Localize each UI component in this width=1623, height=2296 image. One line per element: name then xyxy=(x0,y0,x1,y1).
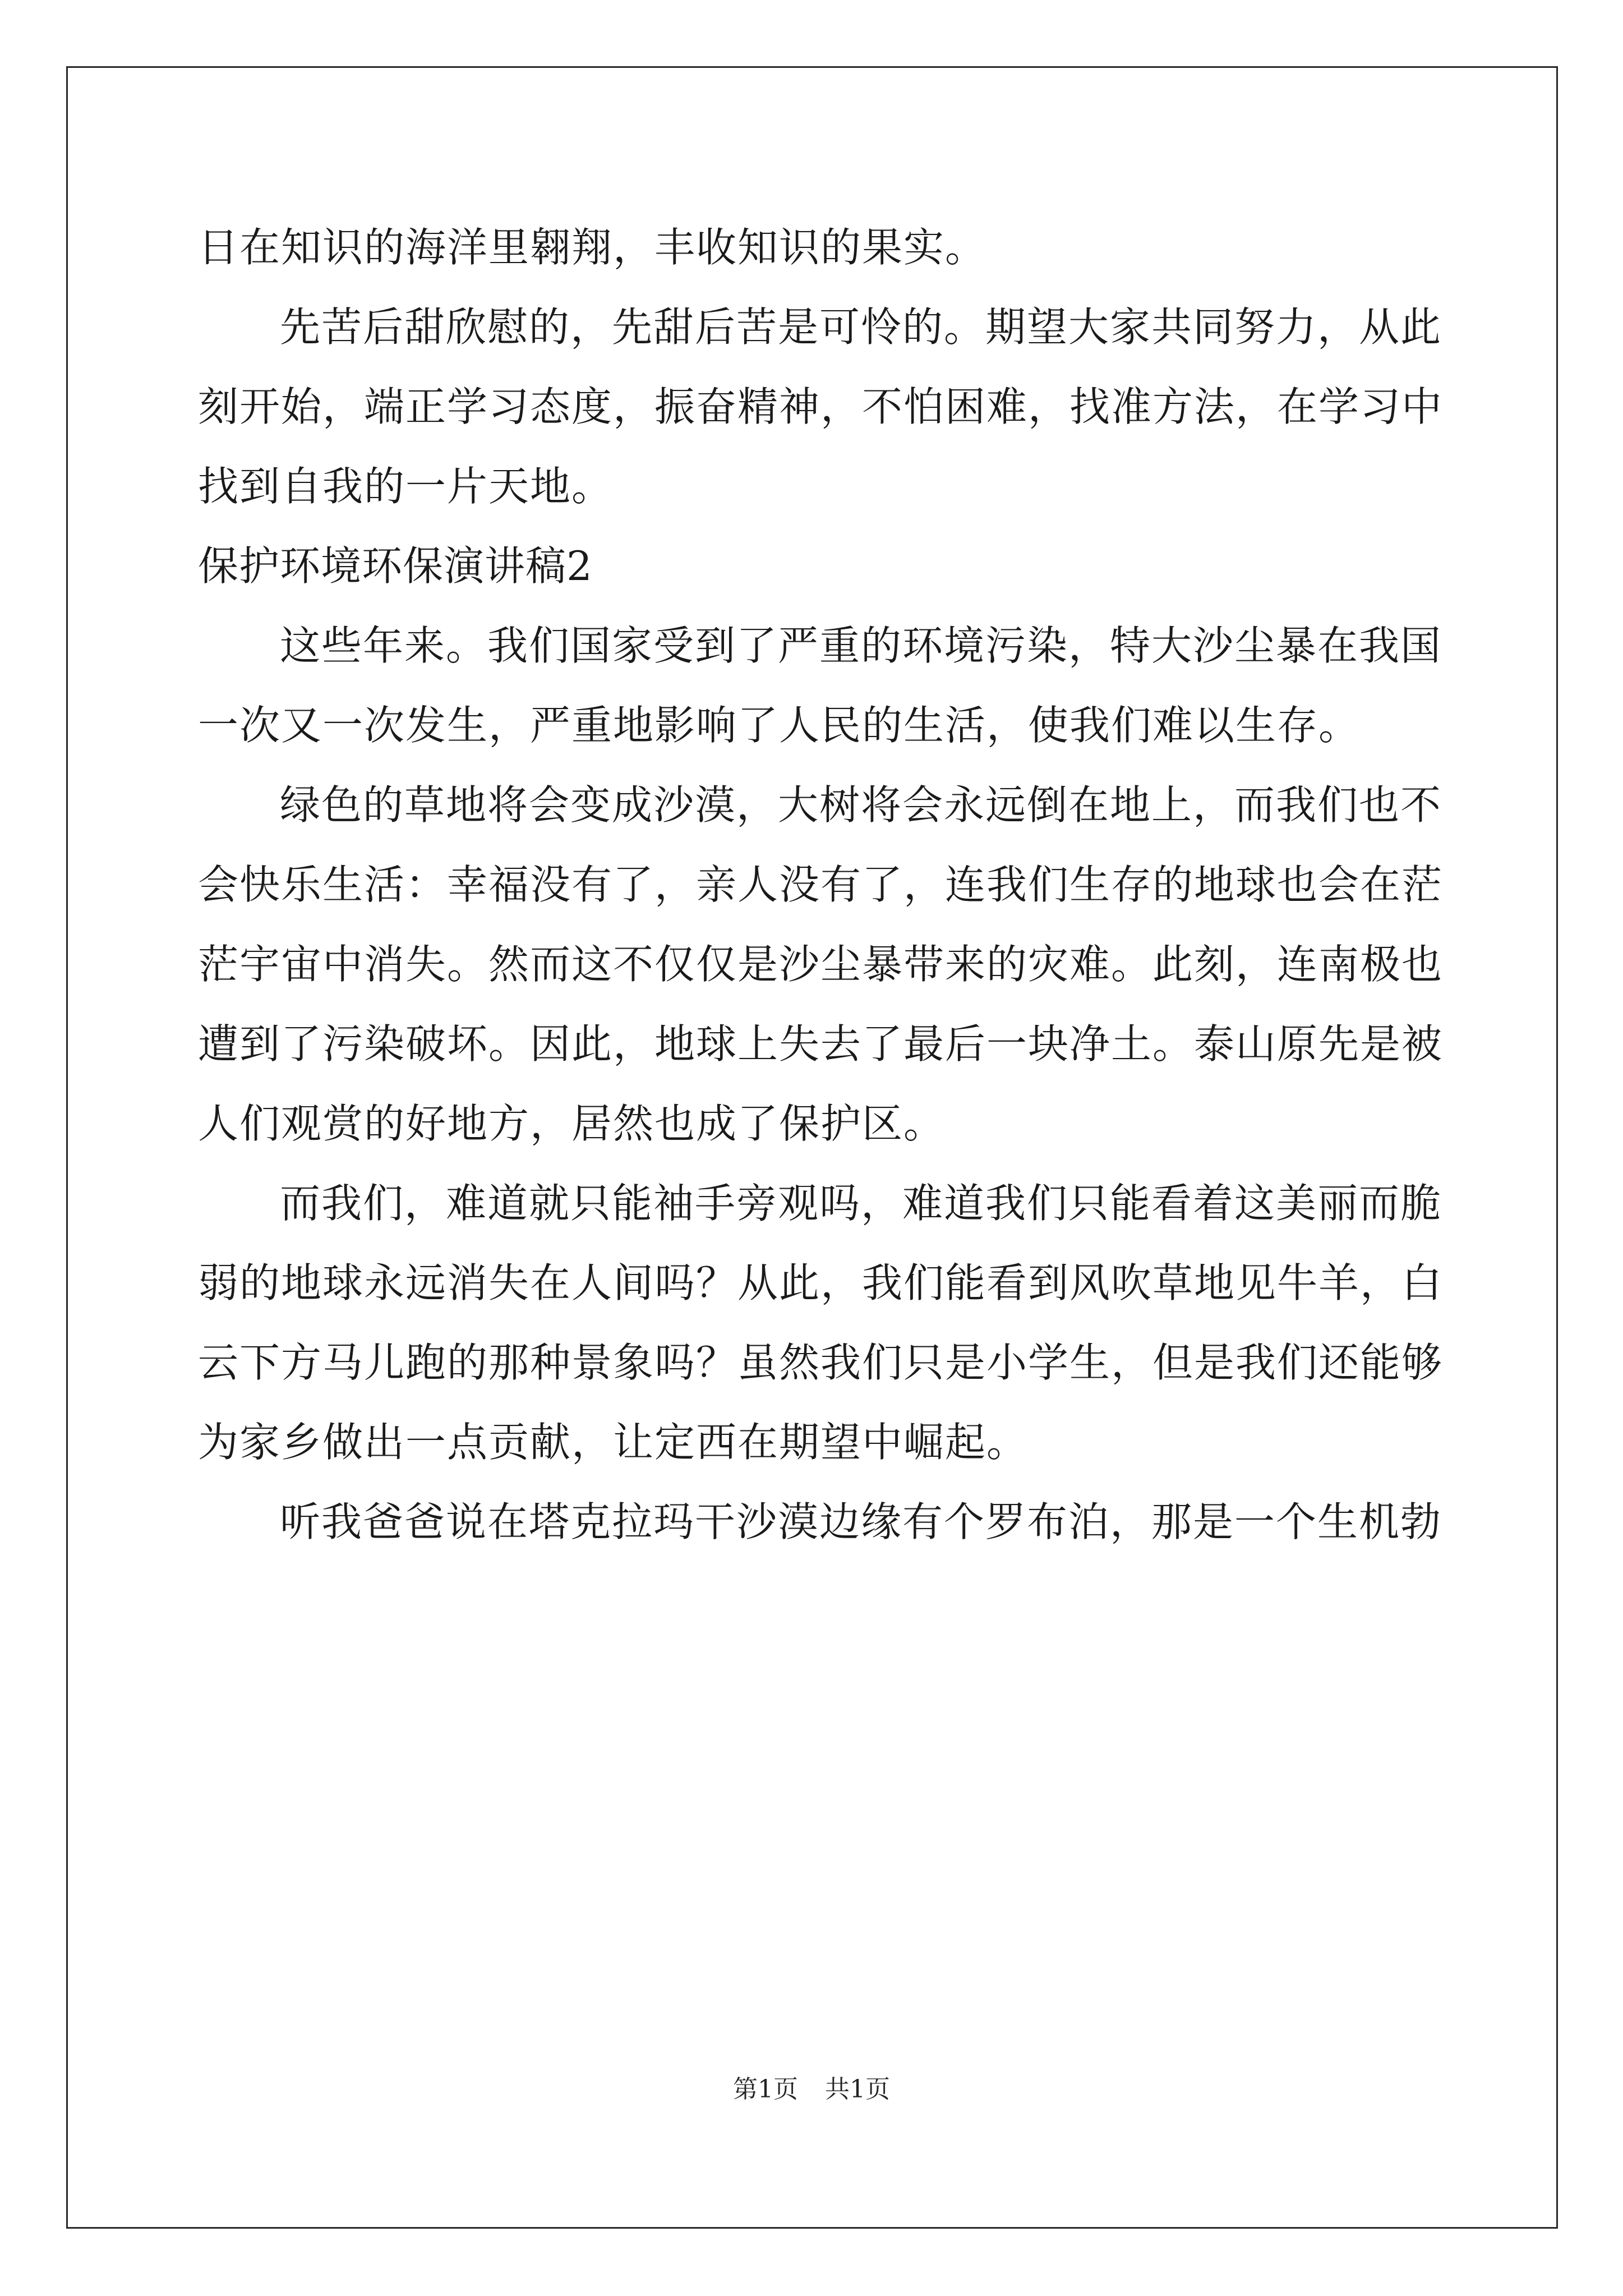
text-line: 人们观赏的好地方，居然也成了保护区。 xyxy=(198,1100,946,1147)
text-line: 刻开始，端正学习态度，振奋精神，不怕困难，找准方法，在学习中 xyxy=(198,383,1444,430)
document-body xyxy=(198,208,1444,1562)
text-line: 这些年来。我们国家受到了严重的环境污染，特大沙尘暴在我国 xyxy=(280,622,1442,669)
text-line: 茫宇宙中消失。然而这不仅仅是沙尘暴带来的灾难。此刻，连南极也 xyxy=(198,941,1444,988)
text-line: 会快乐生活：幸福没有了，亲人没有了，连我们生存的地球也会在茫 xyxy=(198,861,1444,908)
page-total: 共1页 xyxy=(825,2075,890,2104)
text-line: 为家乡做出一点贡献，让定西在期望中崛起。 xyxy=(198,1419,1029,1466)
text-line: 一次又一次发生，严重地影响了人民的生活，使我们难以生存。 xyxy=(198,702,1361,749)
text-line: 日在知识的海洋里翱翔，丰收知识的果实。 xyxy=(198,224,987,271)
text-line: 而我们，难道就只能袖手旁观吗，难道我们只能看着这美丽而脆 xyxy=(280,1180,1442,1227)
text-line: 遭到了污染破坏。因此，地球上失去了最后一块净土。泰山原先是被 xyxy=(198,1020,1444,1068)
page-number: 第1页 xyxy=(733,2075,798,2104)
text-line: 弱的地球永远消失在人间吗？从此，我们能看到风吹草地见牛羊，白 xyxy=(198,1259,1444,1306)
text-line: 云下方马儿跑的那种景象吗？虽然我们只是小学生，但是我们还能够 xyxy=(198,1339,1444,1386)
text-line: 绿色的草地将会变成沙漠，大树将会永远倒在地上，而我们也不 xyxy=(280,781,1442,829)
text-line: 找到自我的一片天地。 xyxy=(198,463,614,510)
section-heading: 保护环境环保演讲稿2 xyxy=(198,542,593,590)
text-line: 先苦后甜欣慰的，先甜后苦是可怜的。期望大家共同努力，从此 xyxy=(280,303,1442,351)
text-line: 听我爸爸说在塔克拉玛干沙漠边缘有个罗布泊，那是一个生机勃 xyxy=(280,1498,1442,1545)
page-footer xyxy=(0,2073,1623,2106)
